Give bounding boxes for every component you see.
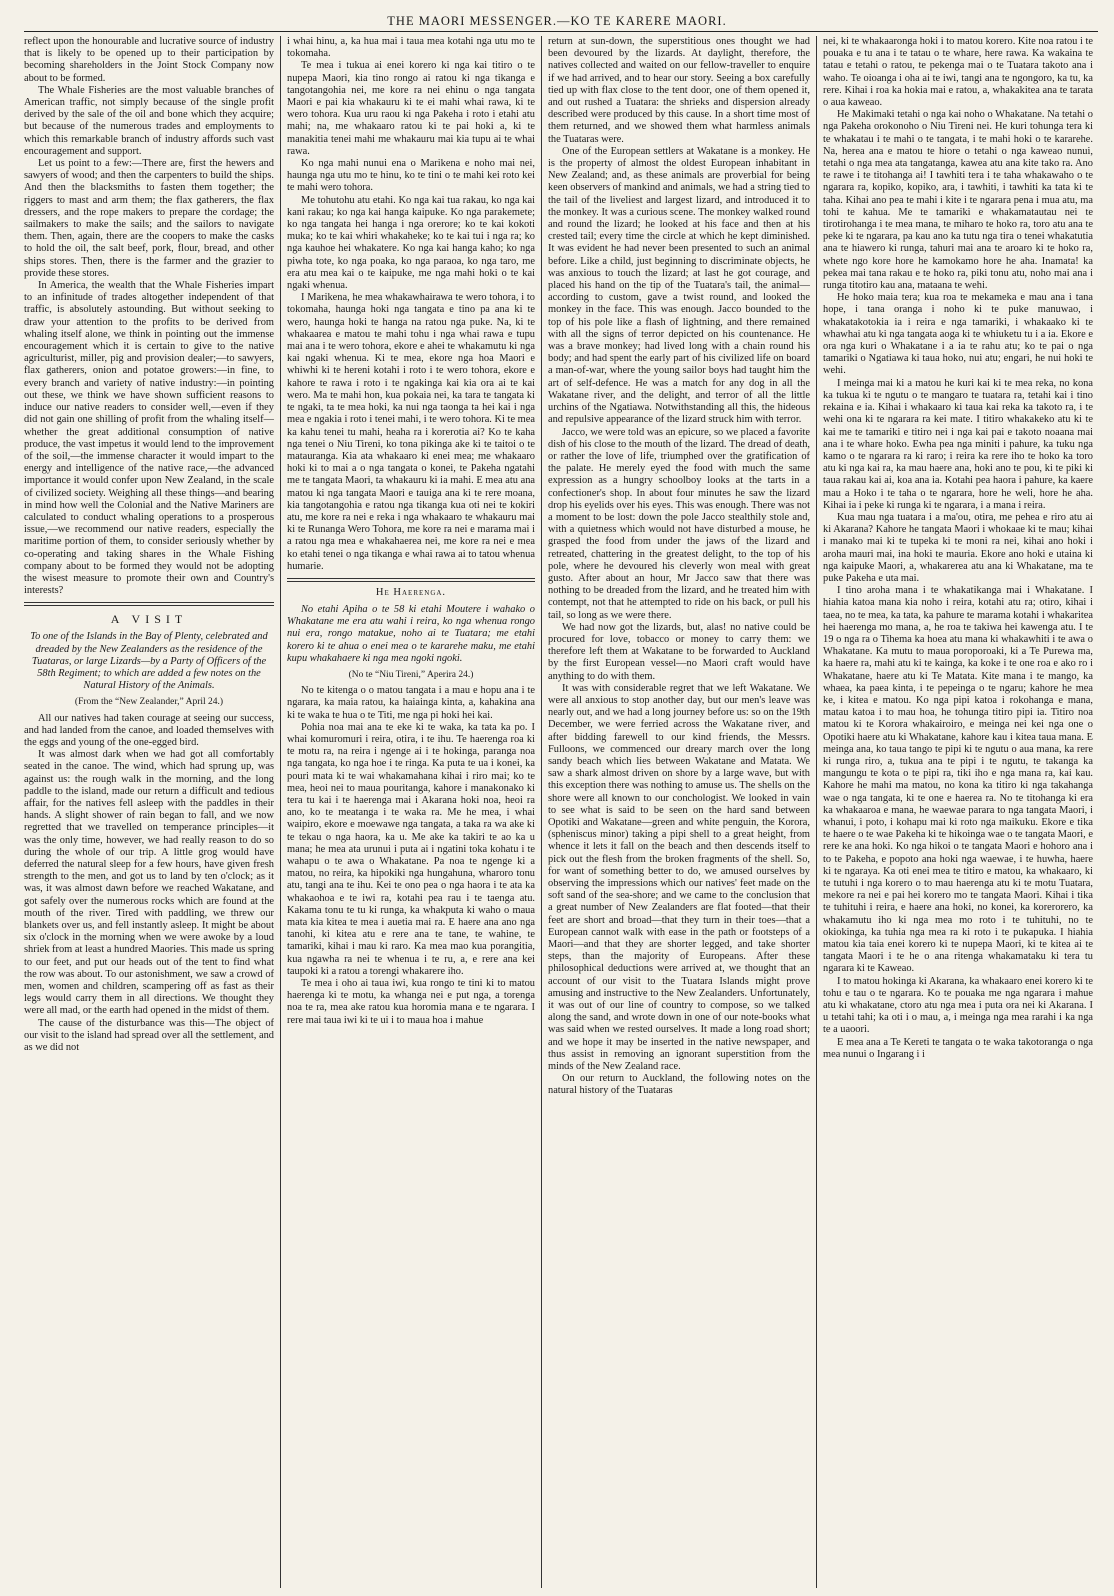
article-paragraph: Pohia noa mai ana te eke ki te waka, ka tata ka po. I whai komuromuri i reira, otira, i te ihu. Te haerenga roa ki te motu ra, na reira i ngenge ai i te hokinga, paranga noa nga tangata, ko nga hoe i te ringa. Ka puta te ua i konei, ka pouri mata ki te wai whakamahana kihai i riro mai; ko te mea, heoi nei to maua pouritanga, kahore i manakonako ki tera tu kai i te haerenga mai i Akarana hoki noa, heoi ra ano, ko te meatanga i te waka ra. Me he mea, i whai waipiro, ekore e moewawe nga tangata, a taka ra wa ake ki te tekau o nga haora, ka u. Me ake ka takiri te ao ka u mana; he mea ata urunui i puta ai i ngatini toka kohatu i te wahapu o te awa o Whakatane. Pa noa te ngenge ki a matou, no reira, ka hipokiki nga hungahuna, wharoro tonu atu, tangi ana te ihu. Kei te ono pea o nga haora i te ata ka whakaohoa e te iwi ra, kotahi pea rau i te taenga atu. Kakama tonu te tu ki runga, ka whakputa ki waho o maua mata kia kitea te mea i auetia mai ra. E haere ana ano nga tanohi, ki kitea atu e rere ana te tane, te wahine, te tamariki, kihai i mau ki raro. Ka mea mao kua porangitia, kua ngawha ra nei te whenua i te ru, a, e rere ana kei taupoki ki a ratou a torengi whakarere iho.	[287, 721, 535, 977]
article-paragraph: It was with considerable regret that we left Wakatane. We were all anxious to stop another day, but our men's leave was nearly out, and we had a long journey before us: so on the 19th December, we were ferried across the Wakatane river, and after bidding farewell to our kind friends, the Messrs. Fulloons, we commenced our dreary march over the long sandy beach which lies between Wakatane and Matata. We saw a shark almost driven on shore by a large wave, but with this exception there was nothing to amuse us. The shells on the shore were all known to our conchologist. We looked in vain to see what is said to be seen on the hard sand between Opotiki and Wakatane—green and white penguin, the Korora, (spheniscus minor) taking a pipi shell to a great height, from whence it lets it fall on the beach and then descends itself to pick out the flesh from the broken fragments of the shell. So, for want of something better to do, we amused ourselves by observing the impressions which our natives' feet made on the soft sand of the sea-shore; and we came to the conclusion that a great number of New Zealanders are flat footed—that their feet are short and broad—that they turn in their toes—that a European cannot walk with ease in the path or footsteps of a Maori—and that they are shorter legged, and take shorter steps, than the majority of Europeans. After these philosophical deductions were arrived at, we thought that an account of our visit to the Tuatara Islands might prove amusing and instructive to the New Zealanders. Unfortunately, it was out of our line of country to compose, so we talked along the sand, and wrote down in one of our note-books what was said when we rested ourselves. It made a long road short; and we hope it may be inserted in the native newspaper, and thus assist in removing an ignorant superstition from the minds of the New Zealand race.	[548, 682, 810, 1073]
visit-source: (From the “New Zealander,” April 24.)	[74, 697, 224, 708]
article-paragraph: i whai hinu, a, ka hua mai i taua mea kotahi nga utu mo te tokomaha.	[287, 36, 535, 60]
column-3	[548, 36, 810, 1592]
haerenga-source: (No te “Niu Tireni,” Aperira 24.)	[348, 669, 474, 680]
article-paragraph: Te mea i oho ai taua iwi, kua rongo te tini ki to matou haerenga ki te motu, ka whanga nei e put nga, a torenga noa te ra, mea ake ratou kua horomia mana e te ngarara. I rere mai taua iwi ki te ui i to maua hoa i mahue	[287, 978, 535, 1026]
section-rule	[24, 605, 274, 606]
article-paragraph: reflect upon the honourable and lucrative source of industry that is likely to be opened up to their participation by becoming shareholders in the Joint Stock Company now about to be formed.	[24, 36, 274, 84]
article-paragraph: He Makimaki tetahi o nga kai noho o Whakatane. Na tetahi o nga Pakeha orokonoho o Niu Tireni nei. He kuri tohunga tera ki te whakatau i te mahi o te tangata, i te mahi hoki o te kararehe. Na, herea ana e matou te hiore o tetahi o nga kaweao nunui, tetahi o nga mea ata tangatanga, kawea atu ana kite tako ra. Ano te rawe i te titohanga ai! I tawhiti tera i te taha whakawaho o te ngarara ra, kopiko, kopiko, ara, i tawhiti, i tawhiti ka tata ki te taha. Kihai ano pea te mahi i kite i te ngarara pena i mua atu, ma tohi te kahua. Me te tamariki e whakamatautau nei te tirotirohanga i te mea mana, te miharo te hoko ra, toro atu ana te peke ki te ngarara, pa kau ano ka tutu nga tira o tenei whakatutia ana te hiawero ki runga, tahuri mai ana te aroaro ki te hoko ra, whete ngo kore hore he kamokamo hore he aha. Inamata! ka pekea mai tana rakau e te hoko ra, piki tonu atu, noho mai ana i runga titotiro kau ana, mataana te wehi.	[823, 109, 1093, 292]
article-paragraph: Te mea i tukua ai enei korero ki nga kai titiro o te nupepa Maori, kia tino rongo ai ratou ki nga tikanga e tangotangohia nei, me kore ra nei ehinu o nga tangata Maori e pai kia whakauru ki te ei mahi whai rawa, ki te wero tohora. Kua uru raou ki nga Pakeha i roto i etahi atu mahi; na, me whakaaro ratou ki te pai hoki a, ki te manakitia tenei mahi me whakauru mai kia tupu ai te whai rawa.	[287, 60, 535, 157]
visit-subtitle: To one of the Islands in the Bay of Plenty, celebrated and dreaded by the New Zealanders as the residence of the Tuataras, or large Lizards—by a Party of Officers of the 58th Regiment; to which are added a few notes on the Natural History of the Animals.	[30, 631, 268, 692]
article-paragraph: All our natives had taken courage at seeing our success, and had landed from the canoe, and loaded themselves with the eggs and young of the one-egged bird.	[24, 712, 274, 748]
article-paragraph: In America, the wealth that the Whale Fisheries impart to an infinitude of trades altogether independent of that traffic, is absolutely astounding. But without seeking to draw your attention to the profits to be derived from whaling itself alone, we think in pointing out the immense encouragement which it is certain to give to the native agriculturist, miller, pig and provision dealer;—to sawyers, flax gatherers, onion and potatoe growers:—in fine, to every branch and variety of native industry:—in pointing out these, we think we have shown sufficient reasons to induce our native readers to consider well,—even if they did not gain one shilling of profit from the whaling itself—whether the great additional consumption of native produce, the vast impetus it would lend to the improvement of the soil,—the immense character it would impart to the energy and intelligence of the native race,—the advanced importance it would confer upon New Zealand, in the scale of civilized society. Weighing all these things—and bearing in mind how well the Colonial and the Native Mariners are calculated to conduct whaling operations to a prosperous issue,—we recommend our native readers, especially the maritime portion of them, to consider seriously whether by co-operating and taking shares in the Whale Fishing company about to be formed they would not be adopting the wisest measure to promote their own and Country's interests?	[24, 280, 274, 597]
article-paragraph: We had now got the lizards, but, alas! no native could be procured for love, tobacco or money to carry them: we therefore left them at Wakatane to be forwarded to Auckland by the first European vessel—no Maori craft would have anything to do with them.	[548, 621, 810, 682]
column-2	[287, 36, 535, 1592]
article-paragraph: The Whale Fisheries are the most valuable branches of American traffic, not simply because of the single profit derived by the sale of the oil and bone which they acquire; but because of the numerous trades and employments to which this remarkable branch of industry affords such vast encouragement and support.	[24, 84, 274, 157]
article-paragraph: On our return to Auckland, the following notes on the natural history of the Tuataras	[548, 1073, 810, 1097]
column-rule	[816, 36, 817, 1588]
top-rule	[24, 31, 1098, 32]
haerenga-subtitle: No etahi Apiha o te 58 ki etahi Moutere i wahako o Whakatane me era atu wahi i reira, ko nga whenua rongo nui era, rongo matakue, noho ai te Tuatara; me etahi korero ki te ahua o enei mea o te kararehe maku, me etahi kupu whakahaere ki nga mea ngoki ngoki.	[287, 603, 535, 664]
section-rule	[24, 602, 274, 603]
column-rule	[280, 36, 281, 1588]
column-1	[24, 36, 274, 1592]
article-paragraph: Jacco, we were told was an epicure, so we placed a favorite dish of his close to the mouth of the lizard. The dread of death, or rather the love of life, triumphed over the gratification of the palate. He merely eyed the food with much the same expression as a hungry schoolboy looks at the tarts in a confectioner's shop. In about four minutes he saw the lizard drop his eyelids over his eyes. This was enough. There was not a moment to be lost: down the pole Jacco stealthily stole and, with a quietness which would not have disturbed a mouse, he grasped the food from under the jaws of the lizard and retreated, chattering in the greatest delight, to the top of his pole, where he devoured his cleverly won meal with great gusto. After about an hour, Mr Jacco saw that there was nothing to be dreaded from the lizard, and he treated him with contempt, not that he attempted to ride on his back, or pull his tail, so long as we were there.	[548, 426, 810, 621]
article-paragraph: It was almost dark when we had got all comfortably seated in the canoe. The wind, which had sprung up, was against us: the rough walk in the morning, and the long paddle to the island, made our return a difficult and tedious affair, for the natives fell asleep with the paddles in their hands. A slight shower of rain began to fall, and we now regretted that we travelled on temperance principles—it was the only time, however, we had really reason to do so during the whole of our trip. A little grog would have deferred the natural sleep for a few hours, have given fresh strength to the men, and got us to land by ten o'clock; as it was, it was almost dawn before we reached Wakatane, and got safely over the numerous rocks which are found at the mouth of the river. Tired with paddling, we threw our blankets over us, and fell instantly asleep. It might be about six o'clock in the morning when we were awoke by a loud shriek from at least a hundred Maories. This made us spring to our feet, and put our heads out of the tent to find what the row was about. To our astonishment, we saw a crowd of men, women and children, scampering off as fast as their legs would carry them in all directions. We thought they were all mad, or the earth had opened in the midst of them.	[24, 749, 274, 1017]
article-paragraph: return at sun-down, the superstitious ones thought we had been devoured by the lizards. At daylight, therefore, the natives collected and waited on our fellow-traveller to enquire if we had arrived, and to hear our story. Seeing a box carefully tied up with flax close to the tent door, one of them opened it, and out rushed a Tuatara: the shrieks and dispersion already described were produced by this cause. In a short time most of them returned, and we showed them what harmless animals the Tuataras were.	[548, 36, 810, 145]
column-rule	[541, 36, 542, 1588]
haerenga-heading: He Haerenga.	[375, 586, 447, 598]
article-paragraph: Ko nga mahi nunui ena o Marikena e noho mai nei, haunga nga utu mo te hinu, ko te tini o te mahi kei roto kei te mahi wero tohora.	[287, 158, 535, 194]
article-paragraph: nei, ki te whakaaronga hoki i to matou korero. Kite noa ratou i te pouaka e tu ana i te tatau o te whare, here rawa. Ka wakaina te tatau e tetahi o ratou, te pekenga mai o te Tuatara takoto ana i waho. Te oioanga i oha ai te iwi, tangi ana te ngongoro, ka tu, ka rere. Kihai i roa ka hokia mai e ratou, a, whakakitea ana te tarata o aua kaweao.	[823, 36, 1093, 109]
article-paragraph: E mea ana a Te Kereti te tangata o te waka takotoranga o nga mea nunui o Ingarang i i	[823, 1036, 1093, 1060]
article-paragraph: I meinga mai ki a matou he kuri kai ki te mea reka, no kona ka tukua ki te ngutu o te mangaro te tuatara ra, tetahi kai i tino rekaina e ia. Kihai i whakaaro ki taua kai reka ka takoto ra, i te wehi ona ki te ngarara ra kei mate. I titiro whakakeko atu ki te kai me te tamariki e titiro nei i nga kai pai e takoto noaana mai ana i te whare hoko. Ewha pea nga miniti i pahure, ka tuku nga kamo o te ngarara ra ki raro; i reira ka rere iho te hoko ka toro atu ki nga kai ra, ka mau haere ana, hoki ano te pou, ki te piki ki taua rakau kai ai, koa ana ia. Kotahi pea haora i pahure, ka kaere mau a Hoko i te taha o te ngarara, hore he weli, hore he aha. Kihai ia i peke ki runga ki te ngarara, i a mana i reira.	[823, 377, 1093, 511]
article-paragraph: Kua mau nga tuatara i a ma'ou, otira, me pehea e riro atu ai ki Akarana? Kahore he tangata Maori i whokaae ki te mau; kihai i manako mai ki te tupeka ki te moni ra nei, kihai ano hoki i aroha mauri mai, ina hoki te mauria. Ekore ano hoki e utaina ki nga kaipuke Maori, a, whakarerea atu ana ki Whakatane, ma te puke Pakeha e uta mai.	[823, 511, 1093, 584]
article-paragraph: I to matou hokinga ki Akarana, ka whakaaro enei korero ki te tohu e tau o te ngarara. Ko te pouaka me nga ngarara i mahue atu ki whakatane, ctoro atu nga mea i puta ora nei ki Akarana. I u tetahi tahi; ka oti i o mau, a, i meinga nga mea rarahi i ka nga te a uaoori.	[823, 975, 1093, 1036]
article-paragraph: Let us point to a few:—There are, first the hewers and sawyers of wood; and then the carpenters to build the ships. And then the blacksmiths to fasten them together; the riggers to mast and arm them; the flax gatherers, the flax dressers, and the rope makers to prepare the cordage; the sailmakers to make the sails; and the sailors to navigate them. Then, again, there are the coopers to make the casks to hold the oil, the salt beef, pork, flour, bread, and other ships stores. Then, there is the farmer and the grazier to provide these stores.	[24, 158, 274, 279]
visit-heading: A VISIT	[110, 612, 188, 627]
article-paragraph: One of the European settlers at Wakatane is a monkey. He is the property of almost the oldest European inhabitant in New Zealand; and, as these animals are proverbial for being keen observers of mankind and animals, we had a string tied to the tail of the liveliest and largest lizard, and introduced it to the monkey. It was a curious scene. The monkey walked round and round the lizard; he looked at his face and then at his crested tail; every time the circle at which he kept diminished. It was evident he had never been presented to such an animal before. Like a child, just beginning to discriminate objects, he was anxious to touch the lizard; at last he got courage, and placed his hand on the tip of the Tuatara's tail, the animal—according to custom, gave a twist round, and looked the monkey in the face. This was enough. Jacco bounded to the top of his pole like a flash of lightning, and there remained with all the signs of terror depicted on his countenance. He was a brave monkey; had lived long with a chain round his body; and had spent the early part of his civilized life on board a man-of-war, where the young sailor boys had taught him the art of self-defence. He was a match for any dog in all the Wakatane river, and the delight, and terror of all the little urchins of the Ngatiawa. Notwithstanding all this, the hideous and repulsive appearance of the lizard struck him with terror.	[548, 145, 810, 426]
article-paragraph: I tino aroha mana i te whakatikanga mai i Whakatane. I hiahia katoa mana kia noho i reira, kotahi atu ra; otiro, kihai i taea, no te mea, ka tata, ka pahure te marama kotahi i whakaritea hei haerenga mo mana, a, he roa te takiwa hei kawenga atu. I te 19 o nga ra o Tihema ka hoea atu mana ki whakawhiti i te awa o Whakatane. Ka mutu to maua poroporoaki, ki a Te Purewa ma, ka haere ra, mahi atu ki te kainga, ka koke i te one roa e ako ro i Whakatane, haere atu ki Te Matata. Kite mana i te mango, ka whaea, ka paea kinta, i te pepeinga o te ngaru; kahore he mea ke, i kitea e matou. Ko nga pipi katoa i rokohanga e mana, matau katoa i to mau hoa, he tohunga titiro pipi ia. Titiro noa matou ki te Korora whakairoiro, e meinga nei kei nga one o Opotiki haere atu ki Whakatane, kahore kau i kitea taua mana. E meinga ana, ko taua tango te pipi ki te ngutu o aua mana, ka rere ki runga riro, a, tukua ana te pipi i te ngutu, te takanga ka mangungu te kota o te pipi ra, tiki iho e nga mana ra, kai kau. Kahore he mahi ma matou, no kona ka titiro ki nga takahanga wae o nga tangata, ki te one e haerea ra. No te titohanga ki era ka whakaaroa e mana, he waewae parara to nga tangata Maori, i whanui, i poto, i kohapu mai ki roto nga maikuku. Ekore e tika te haere o te wae Pakeha ki te hikoinga wae o te tangata Maori, e rere ke ana hoki. Ko nga hikoi o te tangata Maori e hohoro ana i to te Pakeha, e popoto ana hoki nga waewae, i te huwha, haere ki te ngaraya. Ka oti enei mea te titiro e matou, ka whakaaro, ki te tutuhi i nga korero o to mau haerenga atu ki te motu Tuatara, mekore ra nei e pai hei korero mo te tangata Maori. Kihai i tika te tuhituhi i reira, e haere ana hoki, no konei, ka korerorero, ka whakamutu iho ki nga mea mo roto i te tuhituhi, no te okiokinga, ka tuhia nga mea ra ki roto i te pukapuka. I hiahia matou kia taia enei korero ki te nupepa Maori, ki te kitea ai te tangata Maori i te he o ana ritenga whakamataku ki tera tu ngarara ki te Kaweao.	[823, 585, 1093, 975]
article-paragraph: The cause of the disturbance was this—The object of our visit to the island had spread over all the settlement, and as we did not	[24, 1017, 274, 1054]
article-paragraph: No te kitenga o o matou tangata i a mau e hopu ana i te ngarara, ka maia ratou, ka haiainga kinta, a, kahakina ana ki te waka te hua o te Titi, me nga pi hoki hei kai.	[287, 685, 535, 721]
article-paragraph: Me tohutohu atu etahi. Ko nga kai tua rakau, ko nga kai kani rakau; ko nga kai hanga kaipuke. Ko nga parakemete; ko nga tangata hei hanga i nga orerore; ko te kai kokoti muka; ko te kai whiri whakaheke; ko te kai tui i nga ra; ko nga kauhoe hei whakatere. Ko nga kai hanga kaho; ko nga piwha tote, ko nga poaka, ko nga paraoa, ko nga taro, me era atu mea kai o te kaipuke, me nga mahi hoki o te kai ngaki whenua.	[287, 194, 535, 292]
article-paragraph: I Marikena, he mea whakawhairawa te wero tohora, i to tokomaha, haunga hoki nga tangata e tino pa ana ki te wero, haunga hoki te hanga na ratou nga puke. Na, ki te whakaarea e matou te mahi tohu i nga whai rawa e tupu mai ana i te wero tohora, ekore e ahei te whakamutu ki nga kai ngaki whenua. Ki te mea, ekore nga hoa Maori e whiwhi ki te hereni kotahi i roto i te wero tohora, ekore e kahore te rawa i roto i te ngakinga kai kia ora ai te kai wero. Ma te mahi hon, kua pokaia nei, ka tara te tangata ki te ngaki, ta te mea hoki, ka nui nga taonga ta hei kai i nga mea e ngakia i roto i tenei mahi, i te wero tohora. Ki te mea ka kahu tenei tu mahi, heaha ra i korerotia ai? Ko te kaha nga tenei o Niu Tireni, ko tona pikinga ake ki te taitoi o te matauranga. Kia ata whakaaro ki enei mea; me whakaaro hoki ki to mai a o nga tangata o konei, te Pakeha ngatahi me te tangata Maori, ta whakauru ki ia mahi. E mea atu ana matou ki nga tangata Maori e tauiga ana ki te rere moana, kia tangotangohia e ratou nga tikanga kua oti nei te kokiri atu, me kore ra nei e reka i nga whakaaro te whakauru mai ki te Runanga Wero Tohora, me kore ra nei e marama mai i a ratou nga mea e whakahaerea nei, me kore ra nei e mea ko etahi tenei o nga tikanga e whai rawa ai to tatou whenua humarie.	[287, 292, 535, 572]
column-4	[823, 36, 1093, 1592]
article-paragraph: He hoko maia tera; kua roa te mekameka e mau ana i tana hope, i tana oranga i noho ki te puke manuwao, i whakatakotokia ia i reira e nga tamariki, i whakaako ki te whawhai atu ki nga tangata aoga ki te whiuketu tu i a ia. Ekore e ora nga kuri o Whakatane i a ia te rahu atu; ko te pai o nga tamariki o Ngatiawa ki taua hoko, nui atu; engari, he nui hoki te wehi.	[823, 292, 1093, 377]
section-rule	[287, 581, 535, 582]
section-rule	[287, 578, 535, 579]
masthead: THE MAORI MESSENGER.—KO TE KARERE MAORI.	[387, 14, 727, 28]
